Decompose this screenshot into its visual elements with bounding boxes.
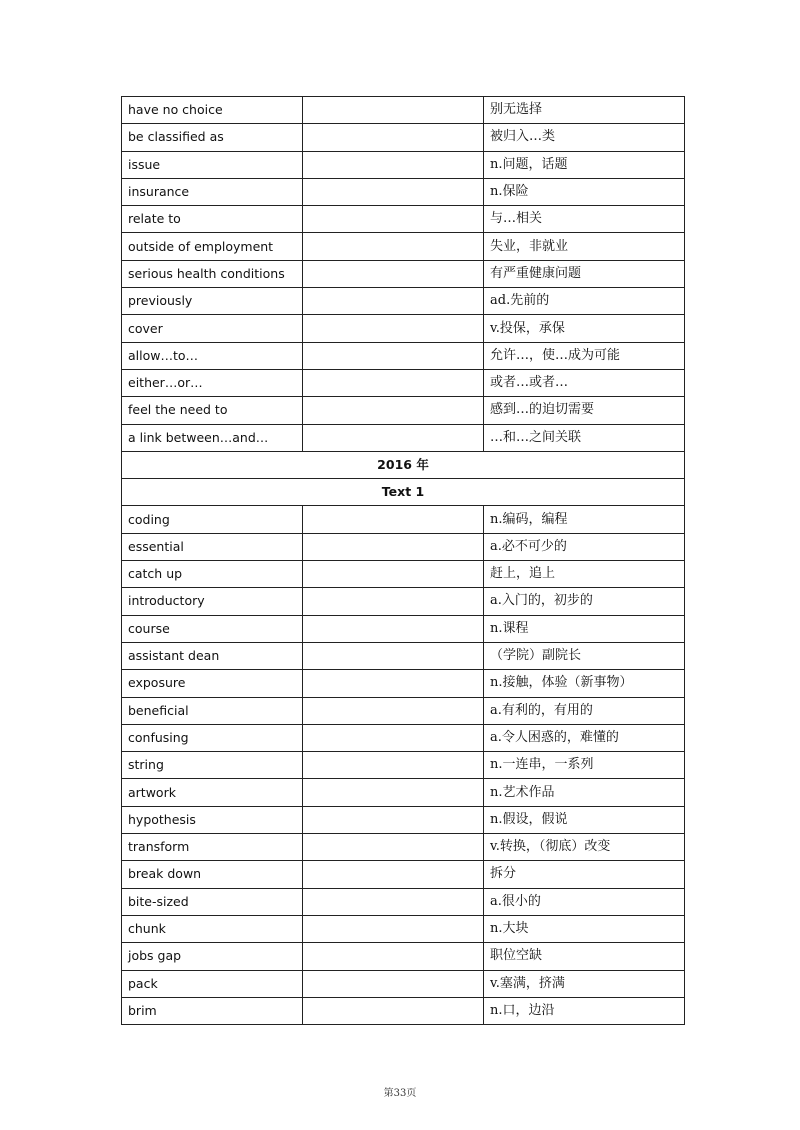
blank-cell xyxy=(303,151,484,178)
chinese-meaning: 被归入…类 xyxy=(484,124,685,151)
chinese-meaning: n.大块 xyxy=(484,915,685,942)
vocab-row xyxy=(122,124,685,151)
english-term: jobs gap xyxy=(122,943,303,970)
vocab-row xyxy=(122,369,685,396)
blank-cell xyxy=(303,260,484,287)
blank-cell xyxy=(303,834,484,861)
blank-cell xyxy=(303,233,484,260)
chinese-meaning: 失业，非就业 xyxy=(484,233,685,260)
english-term: assistant dean xyxy=(122,642,303,669)
blank-cell xyxy=(303,670,484,697)
chinese-meaning: 赶上，追上 xyxy=(484,561,685,588)
chinese-meaning: v.投保，承保 xyxy=(484,315,685,342)
blank-cell xyxy=(303,615,484,642)
section-header-row xyxy=(122,479,685,506)
blank-cell xyxy=(303,752,484,779)
vocabulary-table xyxy=(121,96,685,1025)
blank-cell xyxy=(303,888,484,915)
english-term: chunk xyxy=(122,915,303,942)
chinese-meaning: 与…相关 xyxy=(484,206,685,233)
english-term: string xyxy=(122,752,303,779)
chinese-meaning: …和…之间关联 xyxy=(484,424,685,451)
english-term: either…or… xyxy=(122,369,303,396)
vocab-row xyxy=(122,724,685,751)
chinese-meaning: v.塞满，挤满 xyxy=(484,970,685,997)
vocab-row xyxy=(122,615,685,642)
english-term: serious health conditions xyxy=(122,260,303,287)
english-term: break down xyxy=(122,861,303,888)
chinese-meaning: （学院）副院长 xyxy=(484,642,685,669)
blank-cell xyxy=(303,806,484,833)
chinese-meaning: n.课程 xyxy=(484,615,685,642)
vocab-row xyxy=(122,97,685,124)
chinese-meaning: a.令人困惑的，难懂的 xyxy=(484,724,685,751)
blank-cell xyxy=(303,915,484,942)
chinese-meaning: 职位空缺 xyxy=(484,943,685,970)
chinese-meaning: n.一连串，一系列 xyxy=(484,752,685,779)
english-term: insurance xyxy=(122,178,303,205)
blank-cell xyxy=(303,997,484,1024)
blank-cell xyxy=(303,697,484,724)
vocabulary-table-body xyxy=(122,97,685,1025)
english-term: hypothesis xyxy=(122,806,303,833)
blank-cell xyxy=(303,561,484,588)
vocab-row xyxy=(122,779,685,806)
vocab-row xyxy=(122,288,685,315)
english-term: artwork xyxy=(122,779,303,806)
vocab-row xyxy=(122,206,685,233)
blank-cell xyxy=(303,178,484,205)
blank-cell xyxy=(303,424,484,451)
chinese-meaning: 拆分 xyxy=(484,861,685,888)
vocab-row xyxy=(122,888,685,915)
blank-cell xyxy=(303,779,484,806)
section-title: Text 1 xyxy=(122,479,685,506)
english-term: catch up xyxy=(122,561,303,588)
english-term: outside of employment xyxy=(122,233,303,260)
vocab-row xyxy=(122,424,685,451)
english-term: issue xyxy=(122,151,303,178)
section-header-row xyxy=(122,451,685,478)
page-number: 第33页 xyxy=(383,1088,417,1099)
english-term: pack xyxy=(122,970,303,997)
chinese-meaning: n.接触，体验（新事物） xyxy=(484,670,685,697)
english-term: cover xyxy=(122,315,303,342)
vocab-row xyxy=(122,670,685,697)
blank-cell xyxy=(303,206,484,233)
english-term: a link between…and… xyxy=(122,424,303,451)
vocab-row xyxy=(122,752,685,779)
english-term: allow…to… xyxy=(122,342,303,369)
blank-cell xyxy=(303,288,484,315)
vocab-row xyxy=(122,260,685,287)
blank-cell xyxy=(303,97,484,124)
vocab-row xyxy=(122,397,685,424)
chinese-meaning: a.入门的，初步的 xyxy=(484,588,685,615)
vocab-row xyxy=(122,861,685,888)
chinese-meaning: 有严重健康问题 xyxy=(484,260,685,287)
vocab-row xyxy=(122,943,685,970)
vocab-row xyxy=(122,315,685,342)
english-term: have no choice xyxy=(122,97,303,124)
blank-cell xyxy=(303,342,484,369)
chinese-meaning: 允许…，使…成为可能 xyxy=(484,342,685,369)
english-term: relate to xyxy=(122,206,303,233)
blank-cell xyxy=(303,588,484,615)
vocab-row xyxy=(122,970,685,997)
blank-cell xyxy=(303,124,484,151)
section-title: 2016 年 xyxy=(122,451,685,478)
vocab-row xyxy=(122,915,685,942)
vocab-row xyxy=(122,533,685,560)
english-term: beneficial xyxy=(122,697,303,724)
english-term: essential xyxy=(122,533,303,560)
blank-cell xyxy=(303,642,484,669)
chinese-meaning: n.艺术作品 xyxy=(484,779,685,806)
english-term: course xyxy=(122,615,303,642)
english-term: introductory xyxy=(122,588,303,615)
vocab-row xyxy=(122,151,685,178)
english-term: coding xyxy=(122,506,303,533)
vocab-row xyxy=(122,561,685,588)
vocab-row xyxy=(122,834,685,861)
english-term: be classified as xyxy=(122,124,303,151)
chinese-meaning: n.保险 xyxy=(484,178,685,205)
vocab-row xyxy=(122,806,685,833)
vocab-row xyxy=(122,997,685,1024)
english-term: transform xyxy=(122,834,303,861)
chinese-meaning: n.口，边沿 xyxy=(484,997,685,1024)
blank-cell xyxy=(303,970,484,997)
vocab-row xyxy=(122,178,685,205)
vocab-row xyxy=(122,697,685,724)
english-term: confusing xyxy=(122,724,303,751)
chinese-meaning: n.假设，假说 xyxy=(484,806,685,833)
chinese-meaning: 感到…的迫切需要 xyxy=(484,397,685,424)
blank-cell xyxy=(303,369,484,396)
chinese-meaning: 别无选择 xyxy=(484,97,685,124)
english-term: previously xyxy=(122,288,303,315)
vocab-row xyxy=(122,342,685,369)
chinese-meaning: v.转换，（彻底）改变 xyxy=(484,834,685,861)
vocab-row xyxy=(122,588,685,615)
chinese-meaning: n.问题，话题 xyxy=(484,151,685,178)
chinese-meaning: a.有利的，有用的 xyxy=(484,697,685,724)
vocab-row xyxy=(122,642,685,669)
chinese-meaning: a.很小的 xyxy=(484,888,685,915)
english-term: exposure xyxy=(122,670,303,697)
english-term: feel the need to xyxy=(122,397,303,424)
vocab-row xyxy=(122,233,685,260)
vocab-row xyxy=(122,506,685,533)
blank-cell xyxy=(303,533,484,560)
blank-cell xyxy=(303,943,484,970)
english-term: brim xyxy=(122,997,303,1024)
blank-cell xyxy=(303,397,484,424)
chinese-meaning: ad.先前的 xyxy=(484,288,685,315)
english-term: bite-sized xyxy=(122,888,303,915)
blank-cell xyxy=(303,724,484,751)
chinese-meaning: a.必不可少的 xyxy=(484,533,685,560)
chinese-meaning: n.编码，编程 xyxy=(484,506,685,533)
blank-cell xyxy=(303,506,484,533)
blank-cell xyxy=(303,315,484,342)
chinese-meaning: 或者…或者… xyxy=(484,369,685,396)
blank-cell xyxy=(303,861,484,888)
